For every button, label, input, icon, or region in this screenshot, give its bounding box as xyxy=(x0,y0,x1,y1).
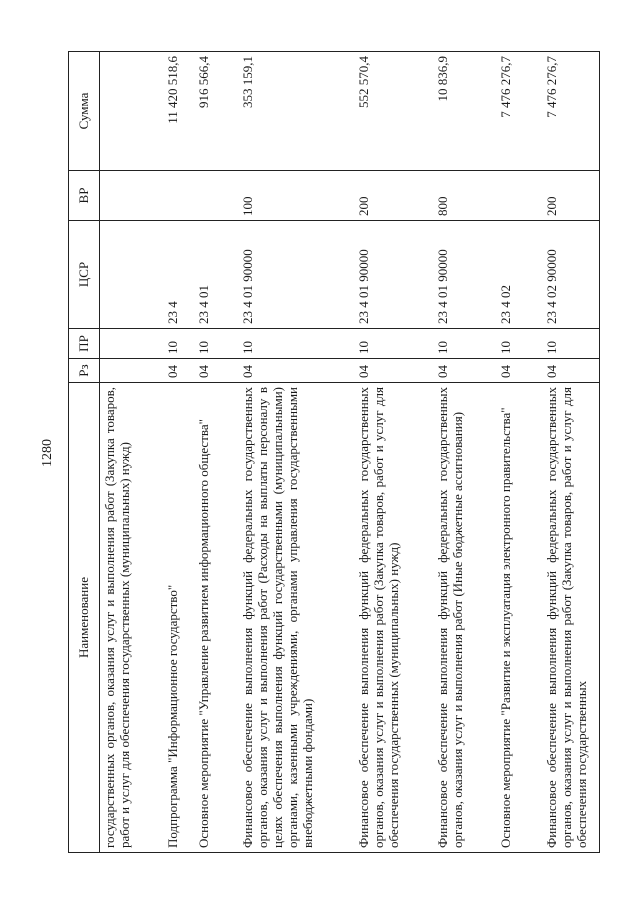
header-pr: ПР xyxy=(69,329,100,359)
row-csr: 23 4 02 90000 xyxy=(542,221,599,329)
row-sum: 11 420 518,6 xyxy=(163,52,194,171)
row-name: Финансовое обеспечение выполнения функций федеральных государственных органов, оказания услуг и выполнения работ (Закупка товаров, работ и услуг для обеспечения государственных xyxy=(542,383,599,853)
row-name: Подпрограмма "Информационное государство" xyxy=(163,383,194,853)
row-pr: 10 xyxy=(354,329,433,359)
table-row xyxy=(433,52,497,853)
row-sum: 916 566,4 xyxy=(194,52,238,171)
row-csr: 23 4 01 xyxy=(194,221,238,329)
row-sum: 353 159,1 xyxy=(238,52,354,171)
row-csr xyxy=(100,221,164,329)
row-csr: 23 4 01 90000 xyxy=(433,221,497,329)
row-vr xyxy=(163,171,194,221)
row-rz: 04 xyxy=(542,359,599,383)
header-vr: ВР xyxy=(69,171,100,221)
row-vr xyxy=(100,171,164,221)
row-sum: 10 836,9 xyxy=(433,52,497,171)
table-row xyxy=(354,52,433,853)
row-csr: 23 4 xyxy=(163,221,194,329)
row-rz: 04 xyxy=(496,359,542,383)
header-csr: ЦСР xyxy=(69,221,100,329)
row-pr: 10 xyxy=(433,329,497,359)
table-header-row xyxy=(69,52,100,853)
page-number: 1280 xyxy=(40,439,55,467)
row-csr: 23 4 01 90000 xyxy=(354,221,433,329)
row-name: государственных органов, оказания услуг и выполнения работ (Закупка товаров, работ и услуг для обеспечения государственных (муниципальных) нужд) xyxy=(100,383,164,853)
row-name: Основное мероприятие "Развитие и эксплуатация электронного правительства" xyxy=(496,383,542,853)
row-name: Финансовое обеспечение выполнения функций федеральных государственных органов, оказания услуг и выполнения работ (Закупка товаров, работ и услуг для обеспечения государственных (муниципальных) нужд) xyxy=(354,383,433,853)
row-name: Основное мероприятие "Управление развитием информационного общества" xyxy=(194,383,238,853)
row-pr: 10 xyxy=(542,329,599,359)
table-row xyxy=(542,52,599,853)
table-row xyxy=(496,52,542,853)
row-rz xyxy=(100,359,164,383)
row-sum xyxy=(100,52,164,171)
table-row xyxy=(100,52,164,853)
row-vr: 200 xyxy=(542,171,599,221)
budget-table xyxy=(68,51,600,853)
row-vr: 800 xyxy=(433,171,497,221)
row-csr: 23 4 01 90000 xyxy=(238,221,354,329)
row-sum: 552 570,4 xyxy=(354,52,433,171)
row-vr xyxy=(496,171,542,221)
row-name: Финансовое обеспечение выполнения функций федеральных государственных органов, оказания услуг и выполнения работ (Расходы на выплаты персоналу в целях обеспечения выполнения функций государственными (муниципальными) органами, казенными учреждениями, органами управления государственными внебюджетными фондами) xyxy=(238,383,354,853)
header-rz: Рз xyxy=(69,359,100,383)
row-csr: 23 4 02 xyxy=(496,221,542,329)
row-pr: 10 xyxy=(194,329,238,359)
table-row xyxy=(194,52,238,853)
row-vr: 200 xyxy=(354,171,433,221)
table-row xyxy=(238,52,354,853)
row-pr: 10 xyxy=(163,329,194,359)
row-sum: 7 476 276,7 xyxy=(542,52,599,171)
row-vr xyxy=(194,171,238,221)
table-row xyxy=(163,52,194,853)
row-rz: 04 xyxy=(163,359,194,383)
row-pr xyxy=(100,329,164,359)
row-rz: 04 xyxy=(194,359,238,383)
row-rz: 04 xyxy=(354,359,433,383)
row-sum: 7 476 276,7 xyxy=(496,52,542,171)
row-pr: 10 xyxy=(496,329,542,359)
row-name: Финансовое обеспечение выполнения функций федеральных государственных органов, оказания услуг и выполнения работ (Иные бюджетные ассигнования) xyxy=(433,383,497,853)
row-rz: 04 xyxy=(238,359,354,383)
row-rz: 04 xyxy=(433,359,497,383)
row-pr: 10 xyxy=(238,329,354,359)
row-vr: 100 xyxy=(238,171,354,221)
header-name: Наименование xyxy=(69,383,100,853)
header-sum: Сумма xyxy=(69,52,100,171)
